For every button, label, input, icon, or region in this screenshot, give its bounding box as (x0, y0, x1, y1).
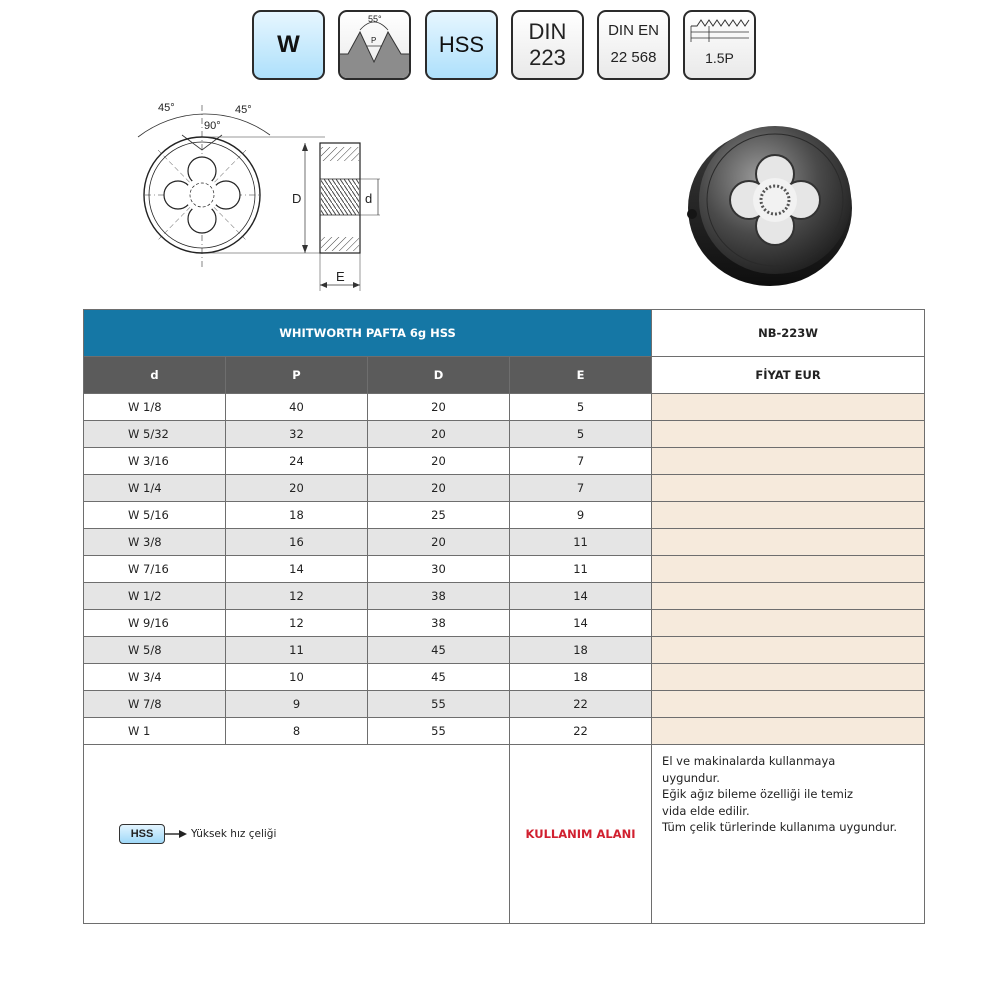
din-en-label: DIN EN (608, 22, 659, 39)
size-cell: W 1/2 (84, 583, 226, 610)
thickness-cell: 11 (510, 556, 652, 583)
thickness-cell: 11 (510, 529, 652, 556)
price-cell (652, 421, 925, 448)
price-cell (652, 394, 925, 421)
table-row (84, 691, 925, 718)
chamfer-icon (687, 12, 753, 48)
pitch-cell: 40 (226, 394, 368, 421)
legend-cell (84, 745, 510, 924)
usage-line: Tüm çelik türlerinde kullanıma uygundur. (662, 820, 898, 834)
price-cell (652, 637, 925, 664)
din-badge (511, 10, 584, 80)
table-row (84, 421, 925, 448)
diameter-cell: 20 (368, 475, 510, 502)
din-label: DIN (528, 19, 567, 44)
product-table (83, 309, 925, 924)
size-cell: W 7/8 (84, 691, 226, 718)
diameter-cell: 55 (368, 718, 510, 745)
pitch-cell: 12 (226, 583, 368, 610)
thickness-cell: 18 (510, 637, 652, 664)
diameter-cell: 25 (368, 502, 510, 529)
price-cell (652, 610, 925, 637)
dim-d-label: d (365, 191, 373, 206)
pitch-cell: 16 (226, 529, 368, 556)
angle-left-label: 45° (158, 102, 175, 114)
material-badge (425, 10, 498, 80)
pitch-cell: 10 (226, 664, 368, 691)
diameter-cell: 20 (368, 448, 510, 475)
din-number: 223 (529, 45, 566, 70)
diameter-cell: 20 (368, 421, 510, 448)
diameter-cell: 45 (368, 637, 510, 664)
diameter-cell: 45 (368, 664, 510, 691)
column-header-D: D (368, 357, 510, 394)
table-row (84, 718, 925, 745)
pitch-cell: 12 (226, 610, 368, 637)
pitch-cell: 32 (226, 421, 368, 448)
usage-line: El ve makinalarda kullanmaya (662, 754, 836, 768)
table-row (84, 664, 925, 691)
size-cell: W 3/4 (84, 664, 226, 691)
table-row (84, 610, 925, 637)
column-header-E: E (510, 357, 652, 394)
table-row (84, 583, 925, 610)
diameter-cell: 38 (368, 610, 510, 637)
price-cell (652, 502, 925, 529)
table-title: WHITWORTH PAFTA 6g HSS (84, 310, 652, 357)
thread-profile-badge (338, 10, 411, 80)
chamfer-badge (683, 10, 756, 80)
usage-line: vida elde edilir. (662, 803, 750, 818)
product-code: NB-223W (652, 310, 925, 357)
pitch-cell: 11 (226, 637, 368, 664)
size-cell: W 5/32 (84, 421, 226, 448)
thickness-cell: 7 (510, 475, 652, 502)
size-cell: W 3/8 (84, 529, 226, 556)
thickness-cell: 22 (510, 718, 652, 745)
thread-type-badge (252, 10, 325, 80)
thickness-cell: 18 (510, 664, 652, 691)
size-cell: W 1 (84, 718, 226, 745)
price-cell (652, 556, 925, 583)
pitch-cell: 18 (226, 502, 368, 529)
usage-line: Eğik ağız bileme özelliği ile temiz (662, 787, 854, 801)
hss-legend-text: Yüksek hız çeliği (191, 828, 277, 840)
column-header-d: d (84, 357, 226, 394)
thickness-cell: 9 (510, 502, 652, 529)
pitch-cell: 9 (226, 691, 368, 718)
price-cell (652, 475, 925, 502)
thread-profile-icon (340, 12, 409, 78)
diameter-cell: 20 (368, 394, 510, 421)
table-row (84, 448, 925, 475)
size-cell: W 5/16 (84, 502, 226, 529)
dim-D-label: D (292, 191, 302, 206)
hss-legend-chip: HSS (119, 824, 165, 844)
table-row (84, 637, 925, 664)
diameter-cell: 55 (368, 691, 510, 718)
usage-description (652, 745, 925, 924)
column-header-price: FİYAT EUR (652, 357, 925, 394)
thickness-cell: 7 (510, 448, 652, 475)
pitch-cell: 14 (226, 556, 368, 583)
thickness-cell: 14 (510, 610, 652, 637)
chamfer-label: 1.5P (705, 50, 734, 66)
table-row (84, 394, 925, 421)
table-row (84, 556, 925, 583)
pitch-cell: 24 (226, 448, 368, 475)
thickness-cell: 5 (510, 421, 652, 448)
diameter-cell: 20 (368, 529, 510, 556)
size-cell: W 7/16 (84, 556, 226, 583)
pitch-cell: 8 (226, 718, 368, 745)
round-die-photo (678, 112, 863, 292)
table-row (84, 529, 925, 556)
table-row (84, 502, 925, 529)
thickness-cell: 22 (510, 691, 652, 718)
usage-line: uygundur. (662, 770, 720, 785)
price-cell (652, 583, 925, 610)
die-technical-drawing (120, 95, 380, 295)
pitch-cell: 20 (226, 475, 368, 502)
din-en-number: 22 568 (610, 49, 657, 66)
thread-angle-text: 55° (368, 14, 382, 24)
din-en-badge (597, 10, 670, 80)
thread-pitch-text: P (371, 36, 377, 45)
size-cell: W 1/8 (84, 394, 226, 421)
size-cell: W 1/4 (84, 475, 226, 502)
dim-E-label: E (336, 269, 345, 284)
size-cell: W 3/16 (84, 448, 226, 475)
price-cell (652, 691, 925, 718)
price-cell (652, 529, 925, 556)
size-cell: W 9/16 (84, 610, 226, 637)
column-header-P: P (226, 357, 368, 394)
arrow-right-icon (165, 829, 187, 839)
usage-title: KULLANIM ALANI (510, 745, 652, 924)
thread-type-label: W (277, 31, 300, 58)
thickness-cell: 14 (510, 583, 652, 610)
size-cell: W 5/8 (84, 637, 226, 664)
table-row (84, 475, 925, 502)
price-cell (652, 448, 925, 475)
angle-right-label: 45° (235, 104, 252, 116)
price-cell (652, 718, 925, 745)
thickness-cell: 5 (510, 394, 652, 421)
diameter-cell: 30 (368, 556, 510, 583)
price-cell (652, 664, 925, 691)
material-label: HSS (438, 32, 485, 57)
diameter-cell: 38 (368, 583, 510, 610)
angle-center-label: 90° (204, 120, 221, 132)
